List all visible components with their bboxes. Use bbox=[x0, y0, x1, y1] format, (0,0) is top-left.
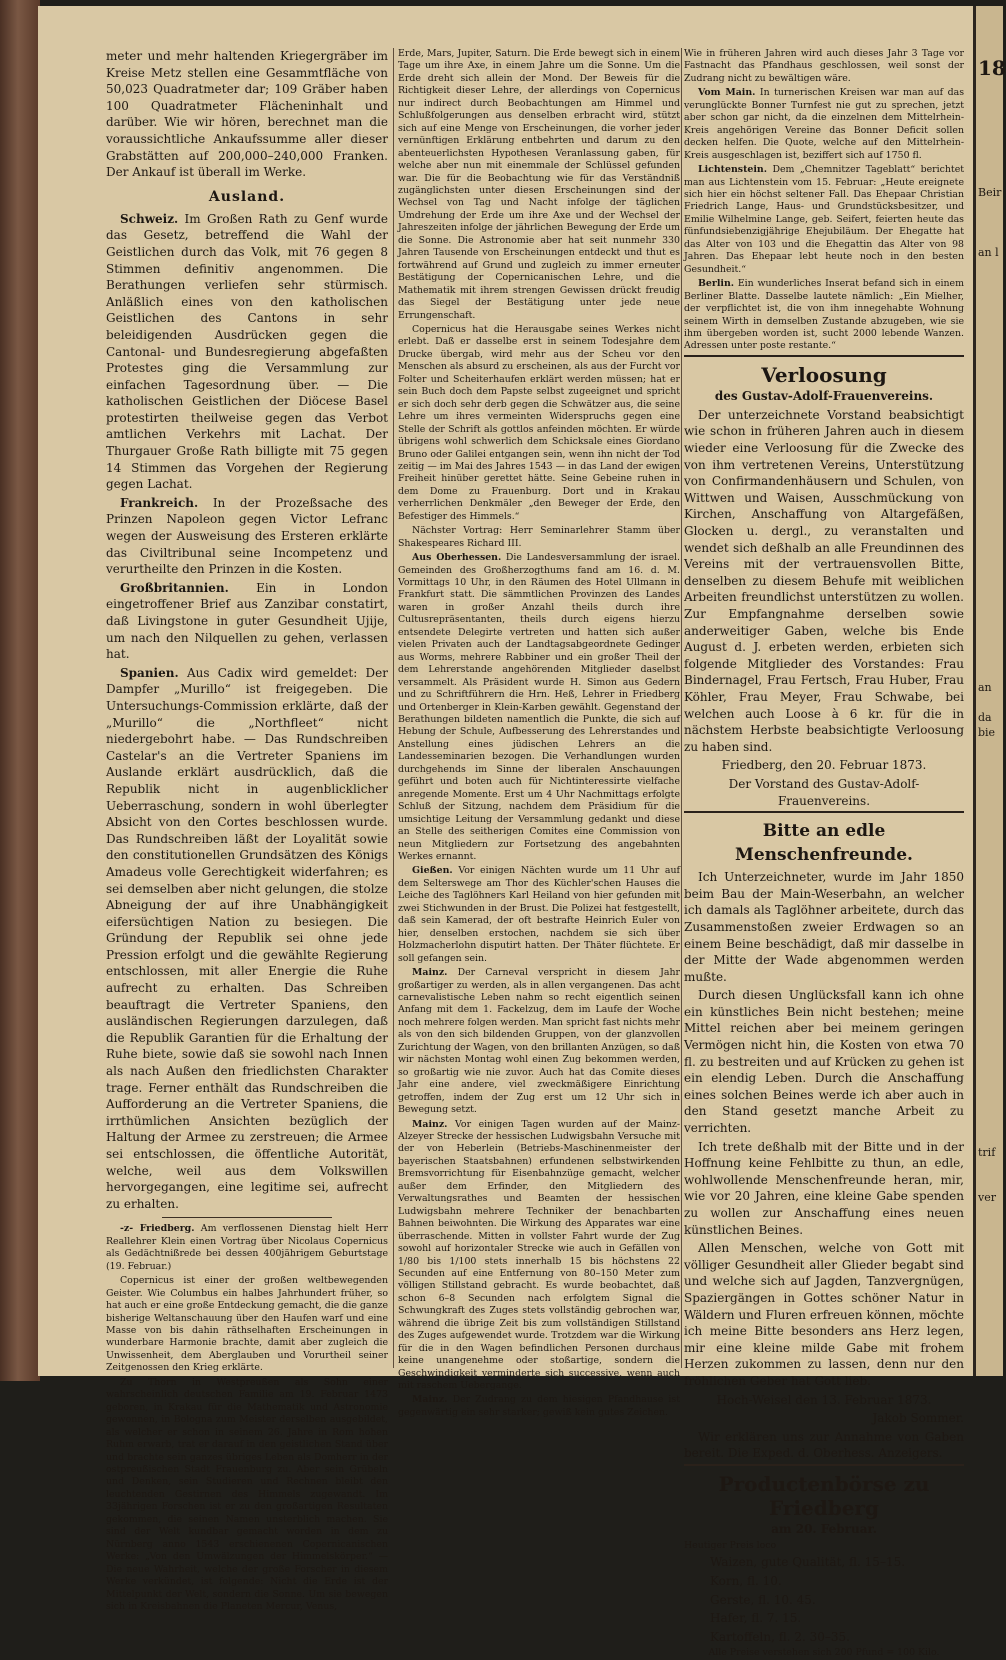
book-spine bbox=[0, 0, 40, 1381]
adjacent-text-fragment bbox=[978, 860, 1003, 875]
adjacent-text-fragment bbox=[978, 350, 1003, 365]
adjacent-text-fragment bbox=[978, 155, 1003, 170]
column-rule bbox=[681, 48, 682, 1368]
article-berlin bbox=[684, 278, 964, 353]
ad-body: Ich Unterzeichneter, wurde im Jahr 1850 beim Bau der Main-Weserbahn, an welcher ich damals als Taglöhner arbeitete, durch das Zusammenstoßen zweier Erdwagen so an einem Beine beschädigt, daß mir dasselbe in der Mitte der Wade abgenommen werden mußte. bbox=[684, 870, 964, 984]
price-item: Kartoffeln, fl. 2. 30–35. bbox=[710, 1629, 850, 1644]
adjacent-text-fragment bbox=[978, 1325, 1003, 1340]
keyword: Großbritannien. bbox=[120, 580, 229, 595]
adjacent-text-fragment bbox=[978, 1370, 1003, 1385]
adjacent-text-fragment bbox=[978, 590, 1003, 605]
adjacent-text-fragment bbox=[978, 335, 1003, 350]
adjacent-text-fragment bbox=[978, 935, 1003, 950]
adjacent-text-fragment bbox=[978, 575, 1003, 590]
article-vom-main bbox=[684, 87, 964, 162]
adjacent-text-fragment bbox=[978, 1265, 1003, 1280]
ad-productenboerse bbox=[684, 1464, 964, 1660]
adjacent-text-fragment bbox=[978, 455, 1003, 470]
adjacent-text-fragment bbox=[978, 1115, 1003, 1130]
keyword: Mainz. bbox=[412, 1394, 448, 1406]
adjacent-text-fragment bbox=[978, 410, 1003, 425]
adjacent-text-fragment bbox=[978, 1055, 1003, 1070]
adjacent-text-fragment bbox=[978, 380, 1003, 395]
column-rule bbox=[393, 48, 394, 1368]
adjacent-text-fragment bbox=[978, 260, 1003, 275]
adjacent-text-fragment bbox=[978, 200, 1003, 215]
ad-title: Bitte an edle Menschenfreunde. bbox=[735, 821, 913, 866]
article-text: Vor einigen Nächten wurde um 11 Uhr auf dem Selterswege am Thor des Küchler'schen Hauses die Leiche des Taglöhners Karl Heiland von hier gefunden mit zwei Stichwunden in der Brust. Die Polizei hat festgestellt, daß sein Kamerad, der oft bestrafte Heinrich Euler von hier, denselben erstochen, nachdem sie sich über Holzmacherlohn disputirt hatten. Der Thäter flüchtete. Er soll gefangen sein. bbox=[398, 865, 681, 964]
ad-body: Ich trete deßhalb mit der Bitte und in der Hoffnung keine Fehlbitte zu thun, an edle, wohlwollende Menschenfreunde heran, mir, wie vor 20 Jahren, eine kleine Gabe spenden zu wollen zur Anschaffung eines neuen künstlichen Beines. bbox=[684, 1139, 964, 1237]
adjacent-text-fragment bbox=[978, 875, 1003, 890]
adjacent-text-fragment bbox=[978, 1025, 1003, 1040]
article-text: Die Landesversammlung der israel. Gemeinden des Großherzogthums fand am 16. d. M. Vormittags 10 Uhr, in den Räumen des Hotel Ullmann in Frankfurt statt. Die sämmtlichen Provinzen des Landes waren in großer Anzahl theils durch ihre Cultusrepräsentanten, theils durch eigens hierzu entsendete Delegirte vertreten und hatten sich außer vielen Privaten auch der Landtagsabgeordnete Gedinger aus Worms, mehrere Rabbiner und ein großer Theil der dem Lehrerstande angehörenden Mitglieder daselbst versammelt. Als Präsident wurde H. Simon aus Gedern und zu Schriftführern die Hrn. Heß, Lehrer in Friedberg und Ortenberger in Klein-Karben gewählt. Gegenstand der Berathungen bildeten namentlich die Punkte, die sich auf Hebung der Schule, Aufbesserung des Lehrerstandes und Anstellung eines jüdischen Lehrers an die Landesseminarien bezogen. Die Verhandlungen wurden durchgehends im Sinne der liberalen Anschauungen geführt und boten auch für Nichtinteressirte vielfache anregende Momente. Erst um 4 Uhr Nachmittags erfolgte Schluß der Sitzung, nachdem dem Präsidium für die umsichtige Leitung der Versammlung gedankt und diese an Stelle des seitherigen Comites eine Commission von neun Mitgliedern zur Fortsetzung des angebahnten Werkes ernannt. bbox=[398, 552, 680, 862]
article-friedberg-p3: Zu Thorn in Westpreußen als Sohn einer wahrscheinlich deutschen Familie am 19. Februar 1473 geboren, in Krakau für die Mathematik und Astronomie gewonnen, in Bologna zum Meister derselben ausgebildet, als welcher er schon in seinem 26. Jahre in Rom hohen Ruhm erwarb, trat er darauf in den geistlichen Stand über und brachte sein ganzes übriges Leben als Domherr in der ostpreußischen Stadt Frauenburg zu. Aber sein Grübeln und Denken, sein Studieren und Rechnen bleibt den leuchtenden Gestirnen des Himmels zugewandt. Im 33jährigen Forschen ist er zu den großartigen Resultaten gekommen, die seinen Namen unsterblich machen. Sie sind der Welt kundbar gemacht worden in dem zu Nürnberg anno 1543 erschienenen Copernicanischen Werke: „Von den Umwälzungen der Himmelskörper.“ — Die neue Wahrheit, welche der große Forscher in diesem Werke verkündet, ist folgende: Nicht die Erde ist der Mittelpunkt der Welt, sondern die Sonne. Um sie bewegen sich in Kreisbahnen die Planeten Mercur, Venus, bbox=[106, 1376, 388, 1612]
adjacent-text-fragment bbox=[978, 1235, 1003, 1250]
article-mainz bbox=[398, 967, 680, 1116]
article-text: Ein wunderliches Inserat befand sich in einem Berliner Blatte. Dasselbe lautete nämlich: „Ein Mielher, der verpflichtet ist, die von ihm innegehabte Wohnung seinem Wirth in demselben Zustande abzugeben, wie sie ihm übergeben worden ist, sucht 2000 lebende Wanzen. Adressen unter poste restante.“ bbox=[684, 278, 964, 352]
keyword: Vom Main. bbox=[698, 87, 756, 99]
adjacent-text-fragment bbox=[978, 425, 1003, 440]
price-intro: Heutiger Preis loco bbox=[684, 1539, 777, 1551]
article-grossbritannien bbox=[106, 580, 388, 663]
keyword: Schweiz. bbox=[120, 211, 179, 226]
ad-signature: Jakob Sommer. bbox=[872, 1411, 964, 1426]
adjacent-text-fragment bbox=[978, 500, 1003, 515]
adjacent-text-fragment bbox=[978, 560, 1003, 575]
article-text: Am verflossenen Dienstag hielt Herr Reallehrer Klein einen Vortrag über Nicolaus Copernicus als Gedächtnißrede bei dessen 400jährigem Geburtstage (19. Februar.) bbox=[106, 1223, 388, 1272]
adjacent-text-fragment bbox=[978, 665, 1003, 680]
ad-subtitle: des Gustav-Adolf-Frauenvereins. bbox=[714, 388, 934, 403]
adjacent-text-fragment bbox=[978, 1385, 1003, 1400]
adjacent-text-fragment bbox=[978, 440, 1003, 455]
ad-body: Allen Menschen, welche von Gott mit völliger Gesundheit aller Glieder begabt sind und welche sich auf Jagden, Tanzvergnügen, Spaziergängen in Gottes schöner Natur in Wäldern und Fluren erfreuen können, möchte ich meine Bitte besonders ans Herz legen, mir eine kleine milde Gabe mit frohem Herzen zukommen zu lassen, denn nur den fröhlichen Geber hat Gott lieb. bbox=[684, 1241, 964, 1388]
adjacent-text-fragment bbox=[978, 230, 1003, 245]
keyword: -z- Friedberg. bbox=[120, 1223, 195, 1235]
adjacent-text-fragment bbox=[978, 920, 1003, 935]
adjacent-text-fragment bbox=[978, 275, 1003, 290]
ad-title: Verloosung bbox=[761, 362, 887, 387]
keyword: Berlin. bbox=[698, 278, 735, 290]
keyword: Lichtenstein. bbox=[698, 164, 768, 176]
article-text: Vor einigen Tagen wurden auf der Mainz-Alzeyer Strecke der hessischen Ludwigsbahn Versuche mit der von Heberlein (Betriebs-Maschinenmeister der bayerischen Staatsbahnen) erfundenen selbstwirkenden Bremsvorrichtung für Eisenbahnzüge gemacht, welcher außer dem Erfinder, den Mitgliedern des Verwaltungsrathes und Beamten der hessischen Ludwigsbahn mehrere Techniker der benachbarten Bahnen beiwohnten. Die Wirkung des Apparates war eine überraschende. Mitten in vollster Fahrt wurde der Zug sowohl auf horizontaler Strecke wie auch in Gefällen von 1/80 bis 1/100 stets innerhalb 15 bis höchstens 22 Secunden auf eine Entfernung von 80–150 Meter zum völligen Stillstand gebracht. Es wurde beobachtet, daß schon 6–8 Secunden nach erfolgtem Signal die Schwungkraft des Zuges stets vollständig gebrochen war, während die übrige Zeit bis zum vollständigen Stillstand des Zuges aufgewendet wurde. Trotzdem war die Wirkung für die in den Wagen befindlichen Personen durchaus keine unangenehme oder stoßartige, sondern die Geschwindigkeit verminderte sich successive, wenn auch mit raschem Uebergange. bbox=[398, 1118, 680, 1392]
adjacent-text-fragment: an l bbox=[978, 246, 999, 259]
adjacent-text-fragment bbox=[978, 1160, 1003, 1175]
article-spanien bbox=[106, 665, 388, 1213]
ad-verloosung bbox=[684, 355, 964, 809]
ad-bitte bbox=[684, 811, 964, 1462]
ad-signature: Der Vorstand des Gustav-Adolf-Frauenvereins. bbox=[728, 776, 920, 808]
adjacent-text-fragment bbox=[978, 1130, 1003, 1145]
adjacent-text-fragment: bie bbox=[978, 726, 996, 739]
adjacent-text-fragment bbox=[978, 1310, 1003, 1325]
continued-article: meter und mehr haltenden Kriegergräber im Kreise Metz stellen eine Gesammtfläche von 50,023 Quadratmeter dar; 109 Gräber haben 100 Quadratmeter Flächeninhalt und darüber. Wie wir hören, berechnet man die voraussichtliche Ankaufssumme aller dieser Grabstätten auf 200,000–240,000 Franken. Der Ankauf ist überall im Werke. bbox=[106, 49, 388, 180]
price-item: Korn, fl. 10. bbox=[710, 1573, 782, 1588]
keyword: Gießen. bbox=[412, 865, 453, 877]
price-item: Waizen, gute Qualität, fl. 15–15. bbox=[710, 1555, 906, 1570]
adjacent-text-fragment bbox=[978, 485, 1003, 500]
article-oberhessen bbox=[398, 552, 680, 863]
section-heading-ausland: Ausland. bbox=[208, 188, 286, 205]
adjacent-text-fragment bbox=[978, 965, 1003, 980]
adjacent-text-fragment bbox=[978, 305, 1003, 320]
adjacent-text-fragment bbox=[978, 1280, 1003, 1295]
article-text: In turnerischen Kreisen war man auf das verunglückte Bonner Turnfest nie gut zu sprechen, jetzt aber schon gar nicht, da die einzelnen dem Mittelrhein-Kreis angehörigen Vereine das Bonner Deficit sollen decken helfen. Die Quote, welche auf den Mittelrhein-Kreis ausgeschlagen ist, beziffert sich auf 1750 fl. bbox=[684, 87, 965, 161]
article-mainz-2 bbox=[398, 1119, 680, 1393]
article-frankreich bbox=[106, 495, 388, 578]
keyword: Spanien. bbox=[120, 665, 179, 680]
divider bbox=[162, 1217, 331, 1218]
adjacent-text-fragment bbox=[978, 1355, 1003, 1370]
continued-article: Wie in früheren Jahren wird auch dieses Jahr 3 Tage vor Fastnacht das Pfandhaus geschlossen, weil sonst der Zudrang nicht zu bewältigen wäre. bbox=[684, 48, 964, 84]
adjacent-text-fragment bbox=[978, 80, 1003, 95]
article-friedberg-p2: Copernicus ist einer der großen weltbewegenden Geister. Wie Columbus ein halbes Jahrhundert früher, so hat auch er eine große Entdeckung gemacht, die die ganze bisherige Weltanschauung über den Haufen warf und eine Masse von bis dahin räthselhaften Erscheinungen in wunderbare Harmonie brachte, damit aber zugleich die Unwissenheit, dem Aberglauben und Vorurtheil seiner Zeitgenossen den Krieg erklärte. bbox=[106, 1275, 388, 1374]
ad-date: Friedberg, den 20. Februar 1873. bbox=[721, 758, 927, 773]
article-text: Der Zudrang zu dem hiesigen Pfandhause ist gegenwärtig ein sehr starker; gewiß kein gutes Zeichen. bbox=[398, 1394, 680, 1418]
ad-title: Productenbörse zu Friedberg bbox=[718, 1471, 930, 1520]
adjacent-text-fragment bbox=[978, 755, 1003, 770]
column-left bbox=[106, 48, 388, 1612]
column-right bbox=[684, 48, 965, 1659]
article-schweiz bbox=[106, 211, 388, 493]
adjacent-text-fragment bbox=[978, 605, 1003, 620]
adjacent-text-fragment bbox=[978, 1250, 1003, 1265]
adjacent-text-fragment bbox=[978, 1220, 1003, 1235]
article-text: Der Carneval verspricht in diesem Jahr großartiger zu werden, als in allen vergangenen. Das acht carnevalistische Leben nahm so recht eigentlich seinen Anfang mit dem 1. Fackelzug, dem im Laufe der Woche noch mehrere folgen werden. Man spricht fast nichts mehr als von den sich bildenden Gruppen, von der glanzvollen Zurichtung der Wagen, von den brillanten Anzügen, so daß wir nächsten Montag wohl einen Zug bekommen werden, so großartig wie nie zuvor. Auch hat das Comite dieses Jahr eine andere, viel zweckmäßigere Einrichtung getroffen, indem der Zug erst um 12 Uhr sich in Bewegung setzt. bbox=[398, 967, 680, 1116]
adjacent-text-fragment: an bbox=[978, 681, 992, 694]
adjacent-text-fragment bbox=[978, 1010, 1003, 1025]
article-text: Dem „Chemnitzer Tageblatt“ berichtet man aus Lichtenstein vom 15. Februar: „Heute ereignete sich hier ein höchst seltener Fall. Das Ehepaar Christian Friedrich Lange, Haus- und Grundstücksbesitzer, und Emilie Wilhelmine Lange, geb. Seifert, feierten heute das fünfundsiebenzigjährige Ehejubiläum. Der Ehegatte hat das Alter von 103 und die Ehegattin das Alter von 98 Jahren. Das Ehepaar lebt heute noch in den besten Gesundheit.“ bbox=[684, 164, 965, 275]
adjacent-text-fragment: 18 bbox=[978, 56, 1006, 80]
adjacent-text-fragment bbox=[978, 1040, 1003, 1055]
adjacent-text-fragment bbox=[978, 1175, 1003, 1190]
article-text: Im Großen Rath zu Genf wurde das Gesetz, betreffend die Wahl der Geistlichen durch das Volk, mit 76 gegen 8 Stimmen definitiv angenommen. Die Berathungen verliefen sehr stürmisch. Anläßlich eines von den katholischen Geistlichen des Cantons in sehr beleidigenden Ausdrücken gegen die Cantonal- und Bundesregierung abgefaßten Protestes ging die Versammlung zur einfachen Tagesordnung über. — Die katholischen Geistlichen der Diöcese Basel protestirten theilweise gegen das Verbot amtlichen Verkehrs mit Lachat. Der Thurgauer Große Rath billigte mit 75 gegen 14 Stimmen das Vorgehen der Regierung gegen Lachat. bbox=[106, 211, 388, 492]
adjacent-text-fragment bbox=[978, 770, 1003, 785]
adjacent-page-edge bbox=[973, 6, 1006, 1376]
adjacent-page-text bbox=[976, 6, 1006, 1400]
adjacent-text-fragment bbox=[978, 785, 1003, 800]
article-giessen bbox=[398, 865, 680, 965]
adjacent-text-fragment bbox=[978, 1205, 1003, 1220]
price-list bbox=[684, 1554, 964, 1645]
adjacent-text-fragment: trif bbox=[978, 1146, 996, 1159]
article-friedberg bbox=[106, 1223, 388, 1273]
article-paragraph: Nächster Vortrag: Herr Seminarlehrer Stamm über Shakespeares Richard III. bbox=[398, 525, 680, 549]
ad-note: Wir erklären uns zur Annahme von Gaben bereit. Die Exped. d. Oberhess. Anzeigers. bbox=[684, 1429, 964, 1461]
adjacent-text-fragment bbox=[978, 1070, 1003, 1085]
ad-subtitle: am 20. Februar. bbox=[771, 1521, 877, 1536]
ad-body: Der unterzeichnete Vorstand beabsichtigt wie schon in früheren Jahren auch in diesem wieder eine Verloosung für die Zwecke des von ihm vertretenen Vereins, Unterstützung von Confirmandenhäusern und Schulen, von Wittwen und Waisen, Ausschmückung von Kirchen, Anschaffung von Altargefäßen, Glocken u. dergl., zu veranstalten und wendet sich deßhalb an alle Freundinnen des Vereins mit der vertrauensvollen Bitte, denselben zu diesem Behufe mit weiblichen Arbeiten freundlichst unterstützen zu wollen. Zur Empfangnahme derselben sowie anderweitiger Gaben, welche bis Ende August d. J. erbeten werden, erbieten sich folgende Mitglieder des Vorstandes: Frau Bindernagel, Frau Fertsch, Frau Huber, Frau Köhler, Frau Meyer, Frau Schwabe, bei welchen auch Loose à 6 kr. für die in nächstem Herbste beabsichtigte Verloosung zu haben sind. bbox=[684, 407, 964, 754]
adjacent-text-fragment bbox=[978, 890, 1003, 905]
adjacent-text-fragment bbox=[978, 815, 1003, 830]
ad-body: Durch diesen Unglücksfall kann ich ohne ein künstliches Bein nicht bestehen; meine Mittel reichen aber bei meinem geringen Vermögen nicht hin, die Kosten von etwa 70 fl. zu bestreiten und auf Krücken zu gehen ist ein elendig Leben. Durch die Anschaffung eines solchen Beines werde ich aber auch in den Stand gesetzt manche Arbeit zu verrichten. bbox=[684, 988, 964, 1136]
article-lichtenstein bbox=[684, 164, 964, 276]
adjacent-text-fragment bbox=[978, 215, 1003, 230]
keyword: Mainz. bbox=[412, 1118, 448, 1130]
keyword: Frankreich. bbox=[120, 495, 199, 510]
adjacent-text-fragment bbox=[978, 515, 1003, 530]
keyword: Aus Oberhessen. bbox=[412, 552, 502, 564]
adjacent-text-fragment: Beir bbox=[978, 186, 1002, 199]
adjacent-text-fragment bbox=[978, 740, 1003, 755]
column-middle bbox=[398, 48, 681, 1418]
article-mainz-3 bbox=[398, 1394, 680, 1419]
adjacent-text-fragment bbox=[978, 95, 1003, 110]
adjacent-text-fragment bbox=[978, 995, 1003, 1010]
adjacent-text-fragment bbox=[978, 320, 1003, 335]
adjacent-text-fragment bbox=[978, 170, 1003, 185]
adjacent-text-fragment bbox=[978, 470, 1003, 485]
adjacent-text-fragment bbox=[978, 620, 1003, 635]
adjacent-text-fragment bbox=[978, 1340, 1003, 1355]
adjacent-text-fragment bbox=[978, 695, 1003, 710]
adjacent-text-fragment bbox=[978, 545, 1003, 560]
adjacent-text-fragment bbox=[978, 110, 1003, 125]
adjacent-text-fragment bbox=[978, 905, 1003, 920]
adjacent-text-fragment bbox=[978, 290, 1003, 305]
adjacent-text-fragment bbox=[978, 950, 1003, 965]
adjacent-text-fragment bbox=[978, 1085, 1003, 1100]
adjacent-text-fragment bbox=[978, 650, 1003, 665]
price-note: Alle Preise verstehen sich 200 Pfund = 100 Kilo. bbox=[708, 1647, 940, 1659]
adjacent-text-fragment bbox=[978, 830, 1003, 845]
adjacent-text-fragment bbox=[978, 395, 1003, 410]
adjacent-text-fragment bbox=[978, 125, 1003, 140]
keyword: Mainz. bbox=[412, 967, 448, 979]
adjacent-text-fragment bbox=[978, 845, 1003, 860]
adjacent-text-fragment bbox=[978, 1295, 1003, 1310]
article-text: In der Prozeßsache des Prinzen Napoleon gegen Victor Lefranc wegen der Ausweisung des Ersteren erklärte das Civiltribunal seine Incompetenz und verurtheilte den Prinzen in die Kosten. bbox=[106, 495, 388, 577]
adjacent-text-fragment bbox=[978, 530, 1003, 545]
adjacent-text-fragment bbox=[978, 140, 1003, 155]
adjacent-text-fragment bbox=[978, 635, 1003, 650]
article-text: Aus Cadix wird gemeldet: Der Dampfer „Murillo“ ist freigegeben. Die Untersuchungs-Commission erklärte, daß der „Murillo“ die „Northfleet“ nicht niedergebohrt habe. — Das Rundschreiben Castelar's an die Vertreter Spaniens im Auslande erklärt ausdrücklich, daß die Republik nicht in augenblicklicher Ueberraschung, sondern in wohl überlegter Absicht von den Cortes beschlossen wurde. Das Rundschreiben läßt der Loyalität sowie den constitutionellen Grundsätzen des Königs Amadeus volle Gerechtigkeit widerfahren; es sei demselben aber nicht gelungen, die stolze Abneigung der auf ihre Unabhängigkeit eifersüchtigen Nation zu besiegen. Die Gründung der Republik sei ohne jede Pression erfolgt und die gewählte Regierung entschlossen, mit aller Energie die Ruhe aufrecht zu erhalten. Das Schreiben beauftragt die Vertreter Spaniens, den ausländischen Regierungen darzulegen, daß die Republik Garantien für die Erhaltung der Ruhe biete, sowie daß sie sowohl nach Innen als nach Außen den friedlichsten Charakter trage. Ferner enthält das Rundschreiben die Aufforderung an die Vertreter Spaniens, die irrthümlichen Ansichten bezüglich der Haltung der Armee zu zerstreuen; die Armee sei entschlossen, die öffentliche Autorität, welche, weil aus dem Volkswillen hervorgegangen, eine legitime sei, aufrecht zu erhalten. bbox=[106, 665, 388, 1211]
continued-article: Erde, Mars, Jupiter, Saturn. Die Erde bewegt sich in einem Tage um ihre Axe, in einem Jahre um die Sonne. Um die Erde dreht sich allein der Mond. Der Beweis für die Richtigkeit dieser Lehre, der allerdings von Copernicus nur indirect durch Beobachtungen am Himmel und Schlußfolgerungen aus denselben erbracht wird, stützt sich auf eine Menge von Erscheinungen, die vorher jeder vernünftigen Erklärung entbehrten und darum zu den abenteuerlichsten Hypothesen Veranlassung gaben, für welche aber nun mit einemmale der Schlüssel gefunden war. Die für die Beobachtung wie für das Verständniß zugänglichsten unter diesen Erscheinungen sind der Wechsel von Tag und Nacht infolge der täglichen Umdrehung der Erde um ihre Axe und der Wechsel der Jahreszeiten infolge der jährlichen Bewegung der Erde um die Sonne. Die Astronomie aber hat seit nunmehr 330 Jahren Tausende von Erscheinungen entdeckt und thut es fortwährend auf Grund und zugleich zu immer erneuter Bestätigung der Copernicanischen Lehre, und die Mathematik mit ihrem strengen Gewissen drückt freudig das Siegel der Bestätigung unter jede neue Errungenschaft. bbox=[398, 48, 680, 321]
article-text: Ein in London eingetroffener Brief aus Zanzibar constatirt, daß Livingstone in guter Gesundheit Ujije, um nach den Nilquellen zu gehen, verlassen hat. bbox=[106, 580, 388, 662]
ad-date: Hoch-Weisel den 13. Februar 1873. bbox=[716, 1392, 932, 1407]
adjacent-text-fragment bbox=[978, 365, 1003, 380]
newspaper-page bbox=[38, 6, 973, 1659]
adjacent-text-fragment: da bbox=[978, 711, 992, 724]
adjacent-text-fragment bbox=[978, 800, 1003, 815]
price-item: Hafer, fl. 7. 15. bbox=[710, 1611, 802, 1626]
price-item: Gerste, fl. 10. 45. bbox=[710, 1592, 816, 1607]
adjacent-text-fragment bbox=[978, 980, 1003, 995]
adjacent-text-fragment: ver bbox=[978, 1191, 996, 1204]
adjacent-text-fragment bbox=[978, 1100, 1003, 1115]
article-paragraph: Copernicus hat die Herausgabe seines Werkes nicht erlebt. Daß er dasselbe erst in seinem Todesjahre dem Drucke übergab, wird mehr aus der Scheu vor den Menschen als absurd zu erscheinen, als aus der Furcht vor Folter und Scheiterhaufen erklärt werden müssen; hat er sein Buch doch dem Papste selbst zugeeignet und spricht er sich doch sehr derb gegen die Schwätzer aus, die seine Lehre um ihres vermeinten Widerspruchs gegen eine Stelle der Schrift als gottlos anfeinden möchten. Er würde übrigens wohl schwerlich dem Schicksale eines Giordano Bruno oder Galilei entgangen sein, wenn ihn nicht der Tod zeitig — im Mai des Jahres 1543 — in das Land der ewigen Freiheit hinüber gerettet hätte. Seine Gebeine ruhen in dem Dome zu Frauenburg. Dort und in Krakau verherrlichen Denkmäler „den Beweger der Erde, den Befestiger des Himmels.“ bbox=[398, 323, 680, 522]
